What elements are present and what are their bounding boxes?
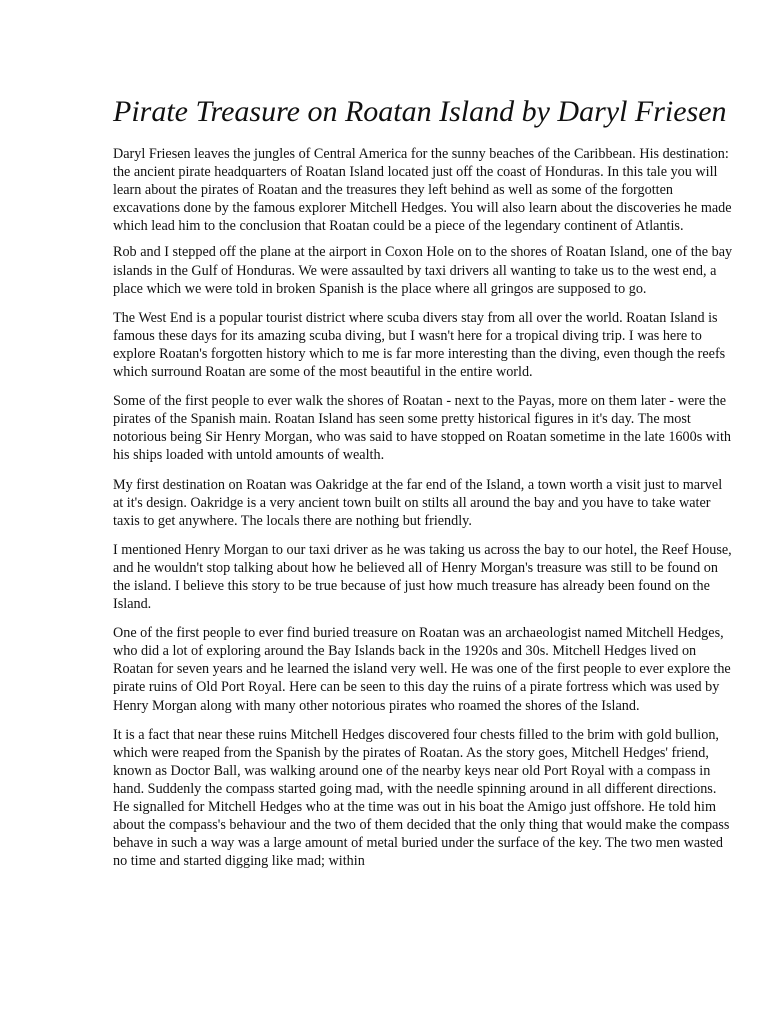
paragraph-first-people: Some of the first people to ever walk the shores of Roatan - next to the Payas, more on them later - were the pirates of the Spanish main. Roatan Island has seen some pretty historical figures in it's day. The most notorious being Sir Henry Morgan, who was said to have stopped on Roatan sometime in the late 1600s with his ships loaded with untold amounts of wealth.	[113, 393, 731, 464]
paragraph-mitchell-hedges: One of the first people to ever find buried treasure on Roatan was an archaeologist named Mitchell Hedges, who did a lot of exploring around the Bay Islands back in the 1920s and 30s. Mitchell Hedges lived on Roatan for seven years and he learned the island very well. He was one of the first people to ever explore the pirate ruins of Old Port Royal. Here can be seen to this day the ruins of a pirate fortress which was used by Henry Morgan along with many other notorious pirates who roamed the shores of the Island.	[113, 625, 731, 714]
paragraph-intro: Daryl Friesen leaves the jungles of Central America for the sunny beaches of the Caribbean. His destination: the ancient pirate headquarters of Roatan Island located just off the coast of Honduras. In this tale you will learn about the pirates of Roatan and the treasures they left behind as well as some of the forgotten excavations done by the famous explorer Mitchell Hedges. You will also learn about the discoveries he made which lead him to the conclusion that Roatan could be a piece of the legendary continent of Atlantis.	[113, 146, 732, 235]
article-title: Pirate Treasure on Roatan Island by Daryl Friesen	[113, 95, 727, 128]
paragraph-west-end: The West End is a popular tourist district where scuba divers stay from all over the world. Roatan Island is famous these days for its amazing scuba diving, but I wasn't here for a tropical diving trip. I was here to explore Roatan's forgotten history which to me is far more interesting than the diving, even though the reefs which surround Roatan are some of the most beautiful in the entire world.	[113, 309, 726, 381]
document-page	[113, 92, 735, 878]
paragraph-arrival: Rob and I stepped off the plane at the airport in Coxon Hole on to the shores of Roatan Island, one of the bay islands in the Gulf of Honduras. We were assaulted by taxi drivers all wanting to take us to the west end, a place which we were told in broken Spanish is the place where all gringos are supposed to go.	[113, 244, 733, 297]
paragraph-gold-bullion: It is a fact that near these ruins Mitchell Hedges discovered four chests filled to the brim with gold bullion, which were reaped from the Spanish by the pirates of Roatan. As the story goes, Mitchell Hedges' friend, known as Doctor Ball, was walking around one of the nearby keys near old Port Royal with a compass in hand. Suddenly the compass started going mad, with the needle spinning around in all different directions. He signalled for Mitchell Hedges who at the time was out in his boat the Amigo just offshore. He told him about the compass's behaviour and the two of them decided that the only thing that would make the compass behave in such a way was a large amount of metal buried under the surface of the key. The two men wasted no time and started digging like mad; within	[113, 726, 730, 870]
paragraph-oakridge: My first destination on Roatan was Oakridge at the far end of the Island, a town worth a visit just to marvel at it's design. Oakridge is a very ancient town built on stilts all around the bay and you have to take water taxis to get anywhere. The locals there are nothing but friendly.	[113, 476, 723, 529]
paragraph-taxi-driver: I mentioned Henry Morgan to our taxi driver as he was taking us across the bay to our hotel, the Reef House, and he wouldn't stop talking about how he believed all of Henry Morgan's treasure was still to be found on the island. I believe this story to be true because of just how much treasure has already been found on the Island.	[113, 541, 732, 613]
